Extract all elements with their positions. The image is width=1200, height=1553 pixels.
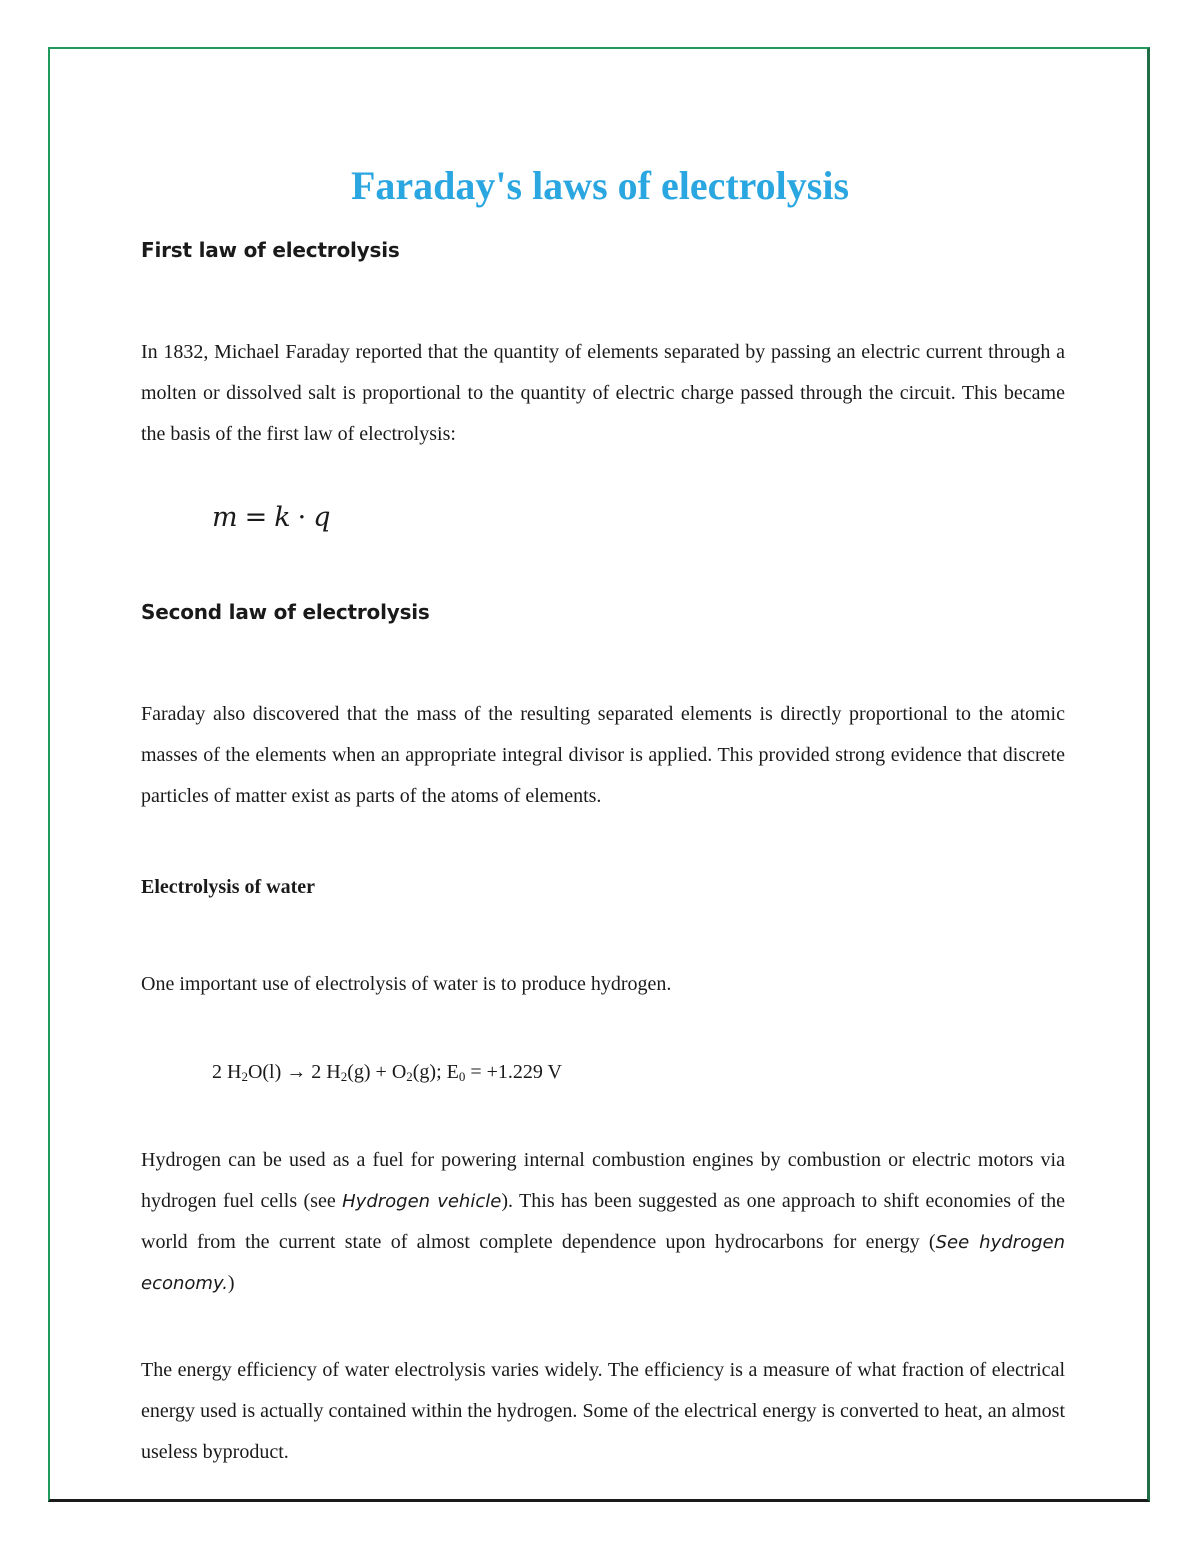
- first-law-heading: First law of electrolysis: [141, 238, 400, 262]
- water-intro: One important use of electrolysis of water is to produce hydrogen.: [141, 973, 672, 995]
- eq-sub: 2: [340, 1069, 348, 1084]
- efficiency-paragraph: The energy efficiency of water electrolysis varies widely. The efficiency is a measure of what fraction of electrical energy used is actually contained within the hydrogen. Some of the electrical energy is converted to heat, an almost useless byproduct.: [141, 1359, 1065, 1463]
- hydrogen-vehicle-link[interactable]: Hydrogen vehicle: [342, 1191, 502, 1212]
- eq-sub: 2: [406, 1069, 413, 1084]
- formula-dot: ·: [297, 502, 308, 533]
- eq-part: O(l) → 2 H: [247, 1061, 341, 1083]
- hydrogen-paragraph: [141, 1140, 1065, 1304]
- formula-k: k: [274, 502, 292, 533]
- first-law-formula: [212, 502, 332, 533]
- eq-part: 2 H: [212, 1061, 242, 1083]
- water-equation: [212, 1058, 562, 1086]
- eq-sub: 2: [241, 1069, 248, 1084]
- eq-part: (g) + O: [347, 1061, 407, 1083]
- formula-m: m: [212, 502, 239, 533]
- hydrogen-text: Hydrogen can be used as a fuel for powering internal combustion engines by combustion or electric motors via hydrogen fuel cells (see: [141, 1149, 1065, 1212]
- eq-part: (g); E: [412, 1061, 459, 1083]
- hydrogen-text: ). This has been suggested as one approach to shift economies of the world from the current state of almost complete dependence upon hydrocarbons for energy (: [141, 1190, 1066, 1253]
- hydrogen-economy-link[interactable]: See hydrogen economy.: [141, 1232, 1065, 1294]
- formula-equals: =: [244, 502, 269, 533]
- hydrogen-text: ): [227, 1272, 235, 1294]
- document-title: Faraday's laws of electrolysis: [350, 163, 850, 208]
- second-law-paragraph: Faraday also discovered that the mass of the resulting separated elements is directly proportional to the atomic masses of the elements when an appropriate integral divisor is applied. This provided strong evidence that discrete particles of matter exist as parts of the atoms of elements.: [141, 703, 1065, 807]
- eq-part: = +1.229 V: [465, 1061, 562, 1083]
- first-law-paragraph: In 1832, Michael Faraday reported that the quantity of elements separated by passing an electric current through a molten or dissolved salt is proportional to the quantity of electric charge passed through the circuit. This became the basis of the first law of electrolysis:: [141, 341, 1065, 445]
- eq-sub: 0: [458, 1069, 466, 1084]
- second-law-heading: Second law of electrolysis: [141, 600, 430, 624]
- formula-q: q: [313, 502, 332, 533]
- water-heading: Electrolysis of water: [141, 876, 316, 898]
